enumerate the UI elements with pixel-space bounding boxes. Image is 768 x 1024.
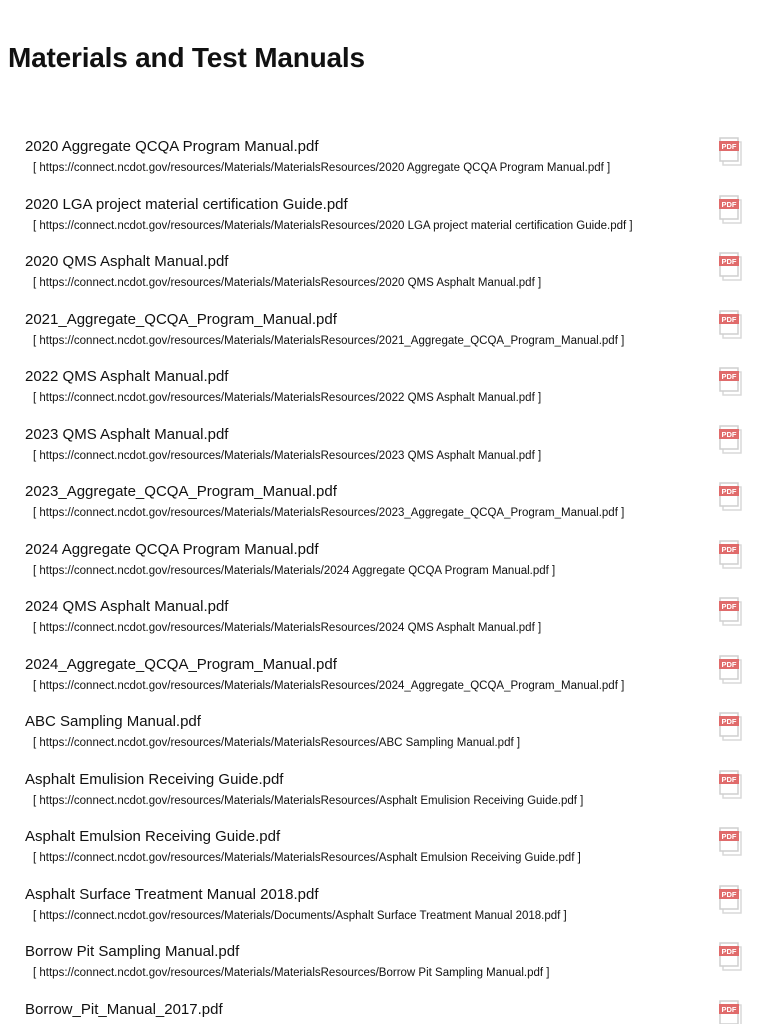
file-link[interactable]: 2020 Aggregate QCQA Program Manual.pdf: [25, 138, 319, 155]
file-link[interactable]: Asphalt Emulsion Receiving Guide.pdf: [25, 828, 281, 845]
pdf-document-graphic: [718, 424, 742, 454]
file-url: [ https://connect.ncdot.gov/resources/Materials/MaterialsResources/2022 QMS Asphalt Manual.pdf ]: [33, 392, 542, 404]
pdf-document-graphic: [718, 941, 742, 971]
pdf-file-icon[interactable]: [718, 941, 742, 971]
list-item: [0, 192, 768, 250]
pdf-file-icon[interactable]: [718, 366, 742, 396]
pdf-file-icon[interactable]: [718, 884, 742, 914]
file-link[interactable]: Asphalt Surface Treatment Manual 2018.pdf: [25, 885, 319, 903]
pdf-label-text: PDF: [721, 717, 737, 726]
list-item: [0, 767, 768, 825]
pdf-label-text: PDF: [721, 832, 737, 841]
pdf-document-graphic: [718, 481, 742, 511]
list-item: [0, 652, 768, 710]
file-url: [ https://connect.ncdot.gov/resources/Materials/MaterialsResources/2024_Aggregate_QCQA_Program_Manual.pdf ]: [33, 679, 625, 692]
pdf-document-graphic: [718, 884, 742, 914]
pdf-file-icon[interactable]: [718, 136, 742, 166]
pdf-document-graphic: [718, 194, 742, 224]
file-link[interactable]: 2024_Aggregate_QCQA_Program_Manual.pdf: [25, 655, 337, 673]
file-link[interactable]: 2024 QMS Asphalt Manual.pdf: [25, 598, 229, 615]
file-link[interactable]: 2024 Aggregate QCQA Program Manual.pdf: [25, 540, 319, 558]
pdf-file-icon[interactable]: [718, 596, 742, 626]
pdf-label-text: PDF: [721, 774, 737, 784]
list-item: [0, 249, 768, 307]
file-link[interactable]: 2023_Aggregate_QCQA_Program_Manual.pdf: [25, 483, 337, 500]
pdf-file-icon[interactable]: [718, 654, 742, 684]
file-url: [ https://connect.ncdot.gov/resources/Materials/MaterialsResources/2023_Aggregate_QCQA_Program_Manual.pdf ]: [33, 507, 625, 519]
pdf-file-icon[interactable]: [718, 251, 742, 281]
list-item: [0, 709, 768, 767]
file-list: [0, 134, 768, 1024]
list-item: [0, 997, 768, 1024]
list-item: [0, 882, 768, 940]
page-title: Materials and Test Manuals: [8, 42, 365, 73]
pdf-file-icon[interactable]: [718, 826, 742, 856]
file-url: [ https://connect.ncdot.gov/resources/Materials/MaterialsResources/2020 Aggregate QCQA Program Manual.pdf ]: [33, 162, 611, 174]
pdf-document-graphic: [718, 596, 742, 626]
pdf-label-text: PDF: [721, 487, 737, 496]
pdf-label-text: PDF: [721, 142, 737, 151]
file-link[interactable]: ABC Sampling Manual.pdf: [25, 713, 201, 730]
file-link[interactable]: 2020 LGA project material certification Guide.pdf: [25, 195, 348, 213]
pdf-document-graphic: [718, 136, 742, 166]
pdf-file-icon[interactable]: [718, 539, 742, 569]
pdf-document-graphic: [718, 654, 742, 684]
pdf-file-icon[interactable]: [718, 999, 742, 1024]
file-link[interactable]: Asphalt Emulision Receiving Guide.pdf: [25, 770, 284, 788]
pdf-label-text: PDF: [721, 257, 737, 266]
list-item: [0, 939, 768, 997]
file-link[interactable]: Borrow Pit Sampling Manual.pdf: [25, 943, 240, 960]
file-url: [ https://connect.ncdot.gov/resources/Materials/MaterialsResources/ABC Sampling Manual.pdf ]: [33, 737, 521, 749]
list-item: [0, 422, 768, 480]
file-link[interactable]: 2023 QMS Asphalt Manual.pdf: [25, 425, 229, 443]
pdf-document-graphic: [718, 826, 742, 856]
pdf-label-text: PDF: [721, 429, 737, 439]
list-item: [0, 824, 768, 882]
pdf-label-text: PDF: [721, 372, 737, 381]
pdf-document-graphic: [718, 769, 742, 799]
pdf-document-graphic: [718, 539, 742, 569]
pdf-label-text: PDF: [721, 947, 737, 956]
list-item: [0, 307, 768, 365]
file-url: [ https://connect.ncdot.gov/resources/Materials/MaterialsResources/2021_Aggregate_QCQA_Program_Manual.pdf ]: [33, 334, 625, 347]
pdf-document-graphic: [718, 251, 742, 281]
pdf-label-text: PDF: [721, 199, 737, 209]
pdf-document-graphic: [718, 366, 742, 396]
pdf-file-icon[interactable]: [718, 309, 742, 339]
pdf-label-text: PDF: [721, 659, 737, 669]
pdf-label-text: PDF: [721, 314, 737, 324]
pdf-file-icon[interactable]: [718, 424, 742, 454]
file-url: [ https://connect.ncdot.gov/resources/Materials/MaterialsResources/Borrow Pit Sampling Manual.pdf ]: [33, 967, 550, 979]
file-url: [ https://connect.ncdot.gov/resources/Materials/MaterialsResources/2023 QMS Asphalt Manual.pdf ]: [33, 449, 542, 462]
file-link[interactable]: 2021_Aggregate_QCQA_Program_Manual.pdf: [25, 310, 337, 328]
list-item: [0, 134, 768, 192]
file-url: [ https://connect.ncdot.gov/resources/Materials/Materials/2024 Aggregate QCQA Program Manual.pdf ]: [33, 564, 556, 577]
file-link[interactable]: 2022 QMS Asphalt Manual.pdf: [25, 368, 229, 385]
pdf-file-icon[interactable]: [718, 769, 742, 799]
file-link[interactable]: Borrow_Pit_Manual_2017.pdf: [25, 1000, 223, 1018]
list-item: [0, 364, 768, 422]
file-link[interactable]: 2020 QMS Asphalt Manual.pdf: [25, 253, 229, 270]
pdf-label-text: PDF: [721, 544, 737, 554]
pdf-label-text: PDF: [721, 602, 737, 611]
pdf-file-icon[interactable]: [718, 711, 742, 741]
list-item: [0, 479, 768, 537]
pdf-document-graphic: [718, 309, 742, 339]
list-item: [0, 594, 768, 652]
pdf-document-graphic: [718, 711, 742, 741]
pdf-file-icon[interactable]: [718, 194, 742, 224]
file-url: [ https://connect.ncdot.gov/resources/Materials/MaterialsResources/2024 QMS Asphalt Manual.pdf ]: [33, 622, 542, 634]
file-url: [ https://connect.ncdot.gov/resources/Materials/MaterialsResources/Asphalt Emulsion Receiving Guide.pdf ]: [33, 852, 581, 864]
file-url: [ https://connect.ncdot.gov/resources/Materials/MaterialsResources/2020 QMS Asphalt Manual.pdf ]: [33, 277, 542, 289]
pdf-label-text: PDF: [721, 1004, 737, 1014]
pdf-file-icon[interactable]: [718, 481, 742, 511]
pdf-document-graphic: [718, 999, 742, 1024]
file-url: [ https://connect.ncdot.gov/resources/Materials/MaterialsResources/Asphalt Emulision Receiving Guide.pdf ]: [33, 794, 584, 807]
file-url: [ https://connect.ncdot.gov/resources/Materials/Documents/Asphalt Surface Treatment Manual 2018.pdf ]: [33, 909, 567, 922]
list-item: [0, 537, 768, 595]
pdf-label-text: PDF: [721, 889, 737, 899]
file-url: [ https://connect.ncdot.gov/resources/Materials/MaterialsResources/2020 LGA project material certification Guide.pdf ]: [33, 219, 633, 232]
